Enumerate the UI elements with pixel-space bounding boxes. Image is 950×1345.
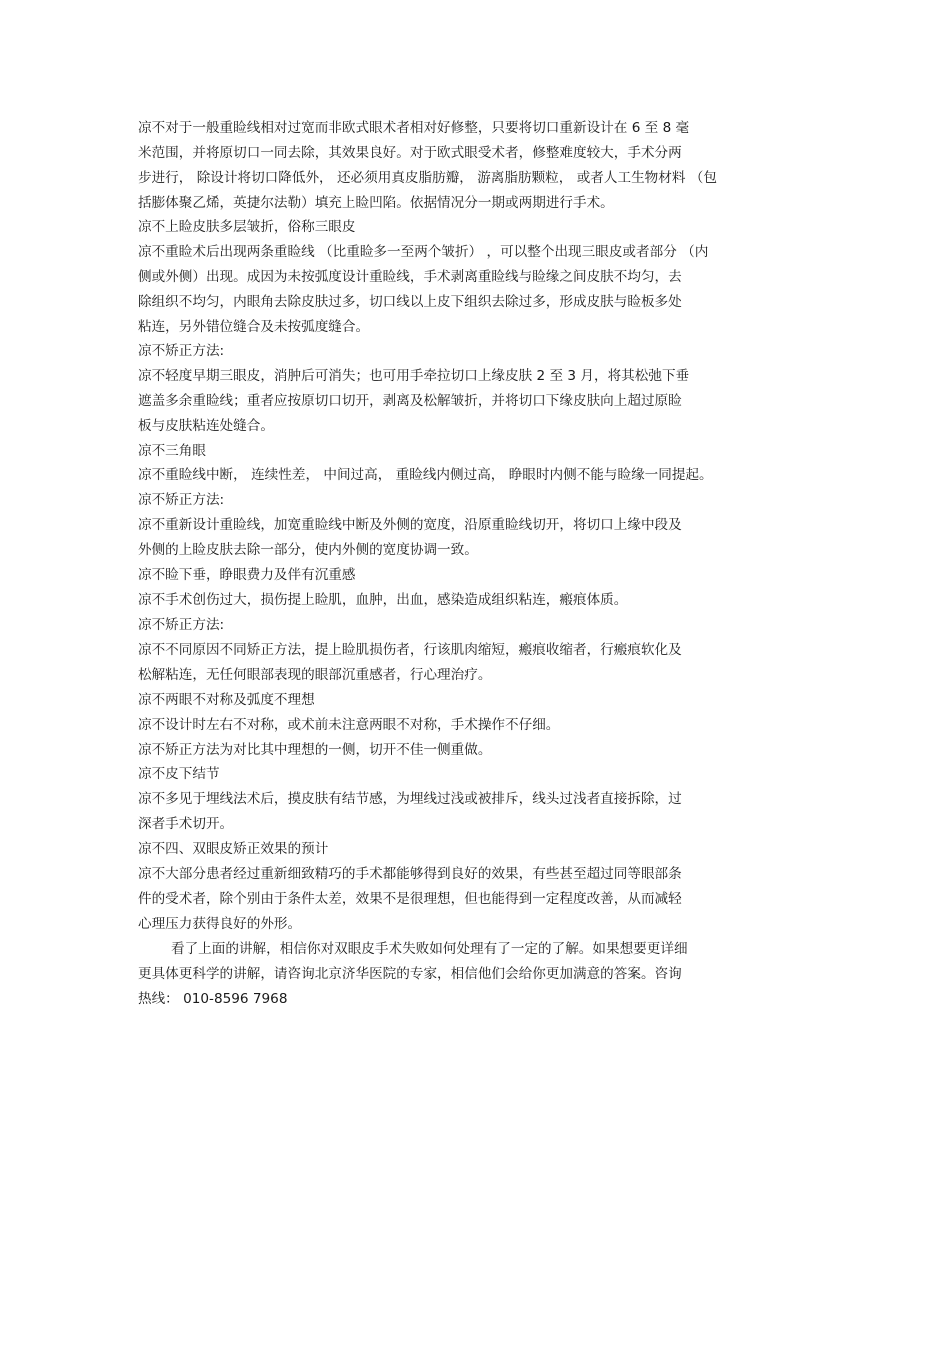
paragraph-line: 凉不对于一般重睑线相对过宽而非欧式眼术者相对好修整，只要将切口重新设计在 6 至 8 毫 <box>138 120 690 136</box>
paragraph-line: 侧或外侧）出现。成因为未按弧度设计重睑线，手术剥离重睑线与睑缘之间皮肤不均匀，去 <box>138 269 682 285</box>
paragraph-line: 步进行， 除设计将切口降低外， 还必须用真皮脂肪瓣， 游离脂肪颗粒， 或者人工生物材料 （包 <box>138 170 717 186</box>
closing-paragraph-line: 看了上面的讲解，相信你对双眼皮手术失败如何处理有了一定的了解。如果想要更详细 <box>171 941 688 957</box>
paragraph-line: 凉不重新设计重睑线，加宽重睑线中断及外侧的宽度，沿原重睑线切开，将切口上缘中段及 <box>138 517 682 533</box>
paragraph-line: 凉不重睑术后出现两条重睑线 （比重睑多一至两个皱折） ，可以整个出现三眼皮或者部分 （内 <box>138 244 709 260</box>
closing-paragraph-line: 更具体更科学的讲解，请咨询北京济华医院的专家，相信他们会给你更加满意的答案。咨询 <box>138 966 682 982</box>
paragraph-line: 凉不轻度早期三眼皮，消肿后可消失；也可用手牵拉切口上缘皮肤 2 至 3 月，将其松弛下垂 <box>138 368 690 384</box>
paragraph-line: 米范围，并将原切口一同去除，其效果良好。对于欧式眼受术者，修整难度较大，手术分两 <box>138 145 682 161</box>
section-heading: 凉不三角眼 <box>138 443 206 459</box>
paragraph-line: 深者手术切开。 <box>138 816 234 832</box>
section-heading: 凉不两眼不对称及弧度不理想 <box>138 692 315 708</box>
paragraph-line: 外侧的上睑皮肤去除一部分，使内外侧的宽度协调一致。 <box>138 542 478 558</box>
paragraph-line: 凉不重睑线中断， 连续性差， 中间过高， 重睑线内侧过高， 睁眼时内侧不能与睑缘一同提起。 <box>138 467 713 483</box>
section-heading: 凉不矫正方法: <box>138 617 225 633</box>
paragraph-line: 凉不矫正方法为对比其中理想的一侧，切开不佳一侧重做。 <box>138 742 492 758</box>
hotline-text: 热线： 010-8596 7968 <box>138 991 288 1007</box>
section-heading: 凉不睑下垂，睁眼费力及伴有沉重感 <box>138 567 356 583</box>
section-heading: 凉不矫正方法: <box>138 343 225 359</box>
paragraph-line: 凉不大部分患者经过重新细致精巧的手术都能够得到良好的效果，有些甚至超过同等眼部条 <box>138 866 682 882</box>
section-heading: 凉不四、双眼皮矫正效果的预计 <box>138 841 329 857</box>
section-heading: 凉不上睑皮肤多层皱折，俗称三眼皮 <box>138 219 356 235</box>
paragraph-line: 粘连，另外错位缝合及未按弧度缝合。 <box>138 319 370 335</box>
paragraph-line: 括膨体聚乙烯，英捷尔法勒）填充上睑凹陷。依据情况分一期或两期进行手术。 <box>138 195 614 211</box>
section-heading: 凉不皮下结节 <box>138 766 220 782</box>
paragraph-line: 件的受术者，除个别由于条件太差，效果不是很理想，但也能得到一定程度改善，从而减轻 <box>138 891 682 907</box>
paragraph-line: 凉不设计时左右不对称，或术前未注意两眼不对称，手术操作不仔细。 <box>138 717 560 733</box>
paragraph-line: 遮盖多余重睑线；重者应按原切口切开，剥离及松解皱折，并将切口下缘皮肤向上超过原睑 <box>138 393 682 409</box>
paragraph-line: 凉不手术创伤过大，损伤提上睑肌，血肿，出血，感染造成组织粘连，瘢痕体质。 <box>138 592 628 608</box>
paragraph-line: 心理压力获得良好的外形。 <box>138 916 302 932</box>
paragraph-line: 板与皮肤粘连处缝合。 <box>138 418 274 434</box>
paragraph-line: 除组织不均匀，内眼角去除皮肤过多，切口线以上皮下组织去除过多，形成皮肤与睑板多处 <box>138 294 682 310</box>
paragraph-line: 凉不不同原因不同矫正方法，提上睑肌损伤者，行该肌肉缩短，瘢痕收缩者，行瘢痕软化及 <box>138 642 682 658</box>
paragraph-line: 凉不多见于埋线法术后，摸皮肤有结节感，为埋线过浅或被排斥，线头过浅者直接拆除，过 <box>138 791 682 807</box>
paragraph-line: 松解粘连，无任何眼部表现的眼部沉重感者，行心理治疗。 <box>138 667 492 683</box>
section-heading: 凉不矫正方法: <box>138 492 225 508</box>
